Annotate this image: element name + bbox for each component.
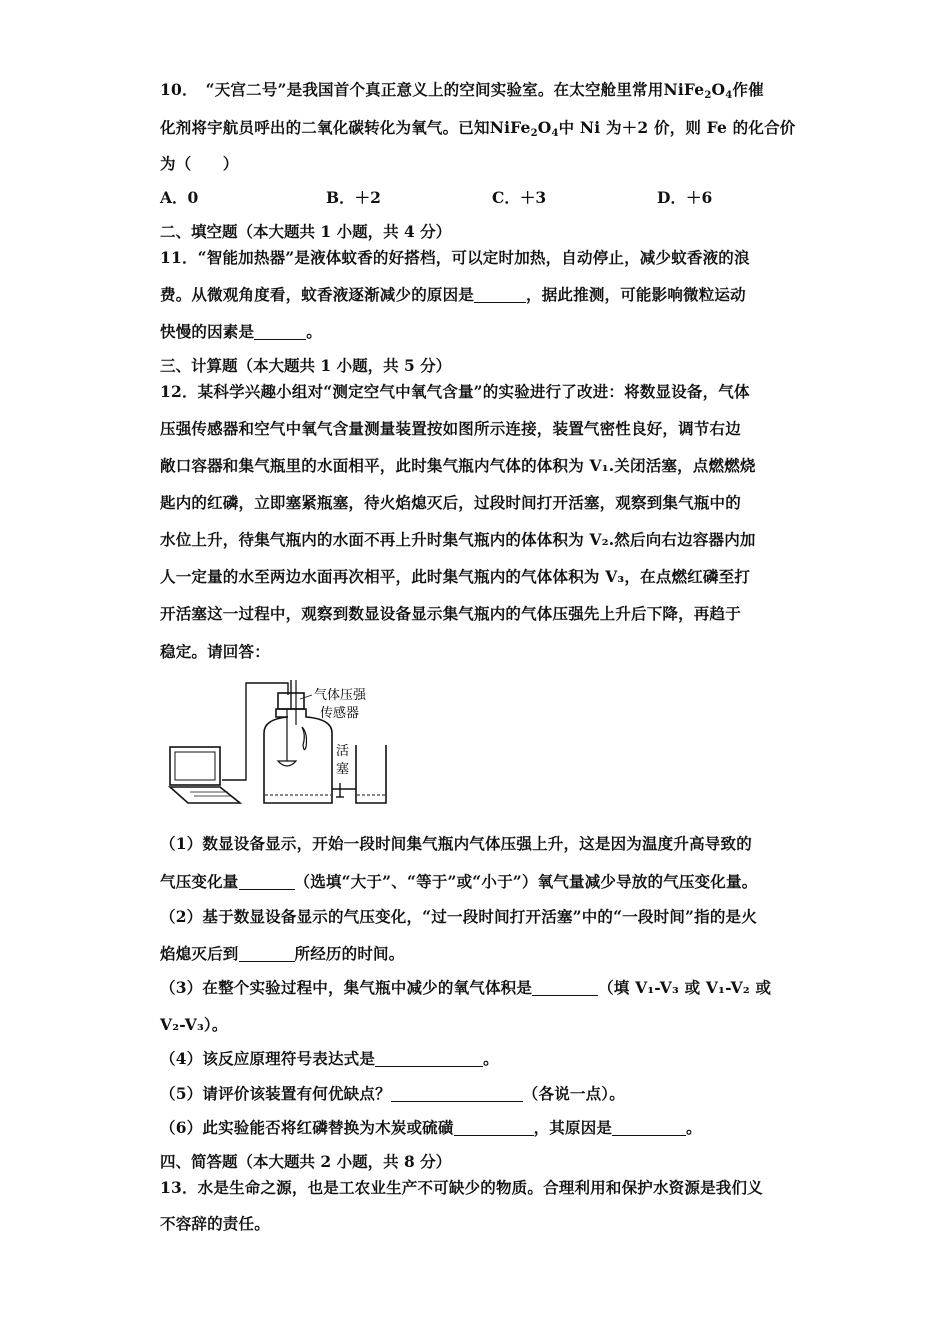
section-4-heading: 四、简答题（本大题共 2 小题，共 8 分）	[160, 1152, 452, 1171]
answer-blank	[391, 1087, 523, 1102]
section-3-heading: 三、计算题（本大题共 1 小题，共 5 分）	[160, 356, 452, 375]
q12-line-5: 水位上升，待集气瓶内的水面不再上升时集气瓶内的体体积为 V₂.然后向右边容器内加	[160, 530, 756, 549]
formula-nife2o4: $NiFe_2O_4$	[663, 80, 733, 101]
q12-line-2: 压强传感器和空气中氧气含量测量装置按如图所示连接，装置气密性良好，调节右边	[160, 419, 741, 438]
label-valve-1: 活	[336, 744, 350, 759]
answer-blank	[454, 1121, 534, 1136]
q10-option-c: C．＋3	[492, 188, 547, 207]
q12-part-3-line-2: V₂-V₃）。	[160, 1015, 228, 1034]
q12-part-2-line-1: （2）基于数显设备显示的气压变化，“过一段时间打开活塞”中的“一段时间”指的是火	[160, 907, 757, 926]
q10-line-3: 为（ ）	[160, 154, 239, 173]
q13-line-1: 13．水是生命之源，也是工农业生产不可缺少的物质。合理利用和保护水资源是我们义	[160, 1178, 763, 1197]
formula-nife2o4-2: $NiFe_2O_4$	[489, 118, 559, 139]
q12-part-1-line-1: （1）数显设备显示，开始一段时间集气瓶内气体压强上升，这是因为温度升高导致的	[160, 834, 752, 853]
answer-blank	[375, 1052, 483, 1067]
q12-line-7: 开活塞这一过程中，观察到数显设备显示集气瓶内的气体压强先上升后下降，再趋于	[160, 604, 741, 623]
q12-part-2-line-2: 焰熄灭后到 所经历的时间。	[160, 944, 405, 963]
q11-line-3: 快慢的因素是 。	[160, 322, 322, 341]
label-sensor-1: 气体压强	[314, 688, 367, 703]
q12-line-8: 稳定。请回答：	[160, 642, 270, 661]
answer-blank	[474, 288, 526, 303]
answer-blank	[239, 947, 295, 962]
label-valve-2: 塞	[336, 762, 350, 777]
answer-blank	[239, 875, 295, 890]
q10-line-2: 化剂将宇航员呼出的二氧化碳转化为氧气。已知$NiFe_2O_4$中 Ni 为＋2 价，则 Fe 的化合价	[160, 118, 796, 139]
q11-line-2: 费。从微观角度看，蚊香液逐渐减少的原因是 ，据此推测，可能影响微粒运动	[160, 285, 746, 304]
q12-line-1: 12．某科学兴趣小组对“测定空气中氧气含量”的实验进行了改进：将数显设备，气体	[160, 382, 750, 401]
q12-part-3-line-1: （3）在整个实验过程中，集气瓶中减少的氧气体积是 （填 V₁-V₃ 或 V₁-V₂ 或	[160, 978, 772, 997]
q12-part-4: （4）该反应原理符号表达式是 。	[160, 1049, 499, 1068]
q12-part-5: （5）请评价该装置有何优缺点？ （各说一点）。	[160, 1084, 625, 1103]
laptop-icon	[170, 747, 240, 803]
label-sensor-2: 传感器	[320, 706, 360, 721]
q13-line-2: 不容辞的责任。	[160, 1214, 270, 1233]
q12-part-6: （6）此实验能否将红磷替换为木炭或硫磺 ，其原因是 。	[160, 1118, 702, 1137]
q10-text: 10． “天宫二号”是我国首个真正意义上的空间实验室。在太空舱里常用	[160, 80, 664, 99]
q10-option-b: B．＋2	[326, 188, 381, 207]
q12-part-1-line-2: 气压变化量 （选填“大于”、“等于”或“小于”）氧气量减少导放的气压变化量。	[160, 872, 758, 891]
q10-line-1: 10． “天宫二号”是我国首个真正意义上的空间实验室。在太空舱里常用$NiFe_2O_4$作催	[160, 80, 764, 101]
q10-option-a: A．0	[160, 188, 199, 207]
apparatus-figure	[160, 675, 400, 810]
q12-line-6: 人一定量的水至两边水面再次相平，此时集气瓶内的气体体积为 V₃，在点燃红磷至打	[160, 567, 751, 586]
q10-option-d: D．＋6	[657, 188, 713, 207]
section-2-heading: 二、填空题（本大题共 1 小题，共 4 分）	[160, 222, 452, 241]
valve	[332, 783, 356, 797]
answer-blank	[532, 981, 598, 996]
q12-line-3: 敞口容器和集气瓶里的水面相平，此时集气瓶内气体的体积为 V₁.关闭活塞，点燃燃烧	[160, 456, 756, 475]
answer-blank	[254, 325, 306, 340]
open-container	[356, 745, 386, 803]
answer-blank	[612, 1121, 686, 1136]
q11-line-1: 11．“智能加热器”是液体蚊香的好搭档，可以定时加热，自动停止，减少蚊香液的浪	[160, 248, 750, 267]
q12-line-4: 匙内的红磷，立即塞紧瓶塞，待火焰熄灭后，过段时间打开活塞，观察到集气瓶中的	[160, 493, 741, 512]
